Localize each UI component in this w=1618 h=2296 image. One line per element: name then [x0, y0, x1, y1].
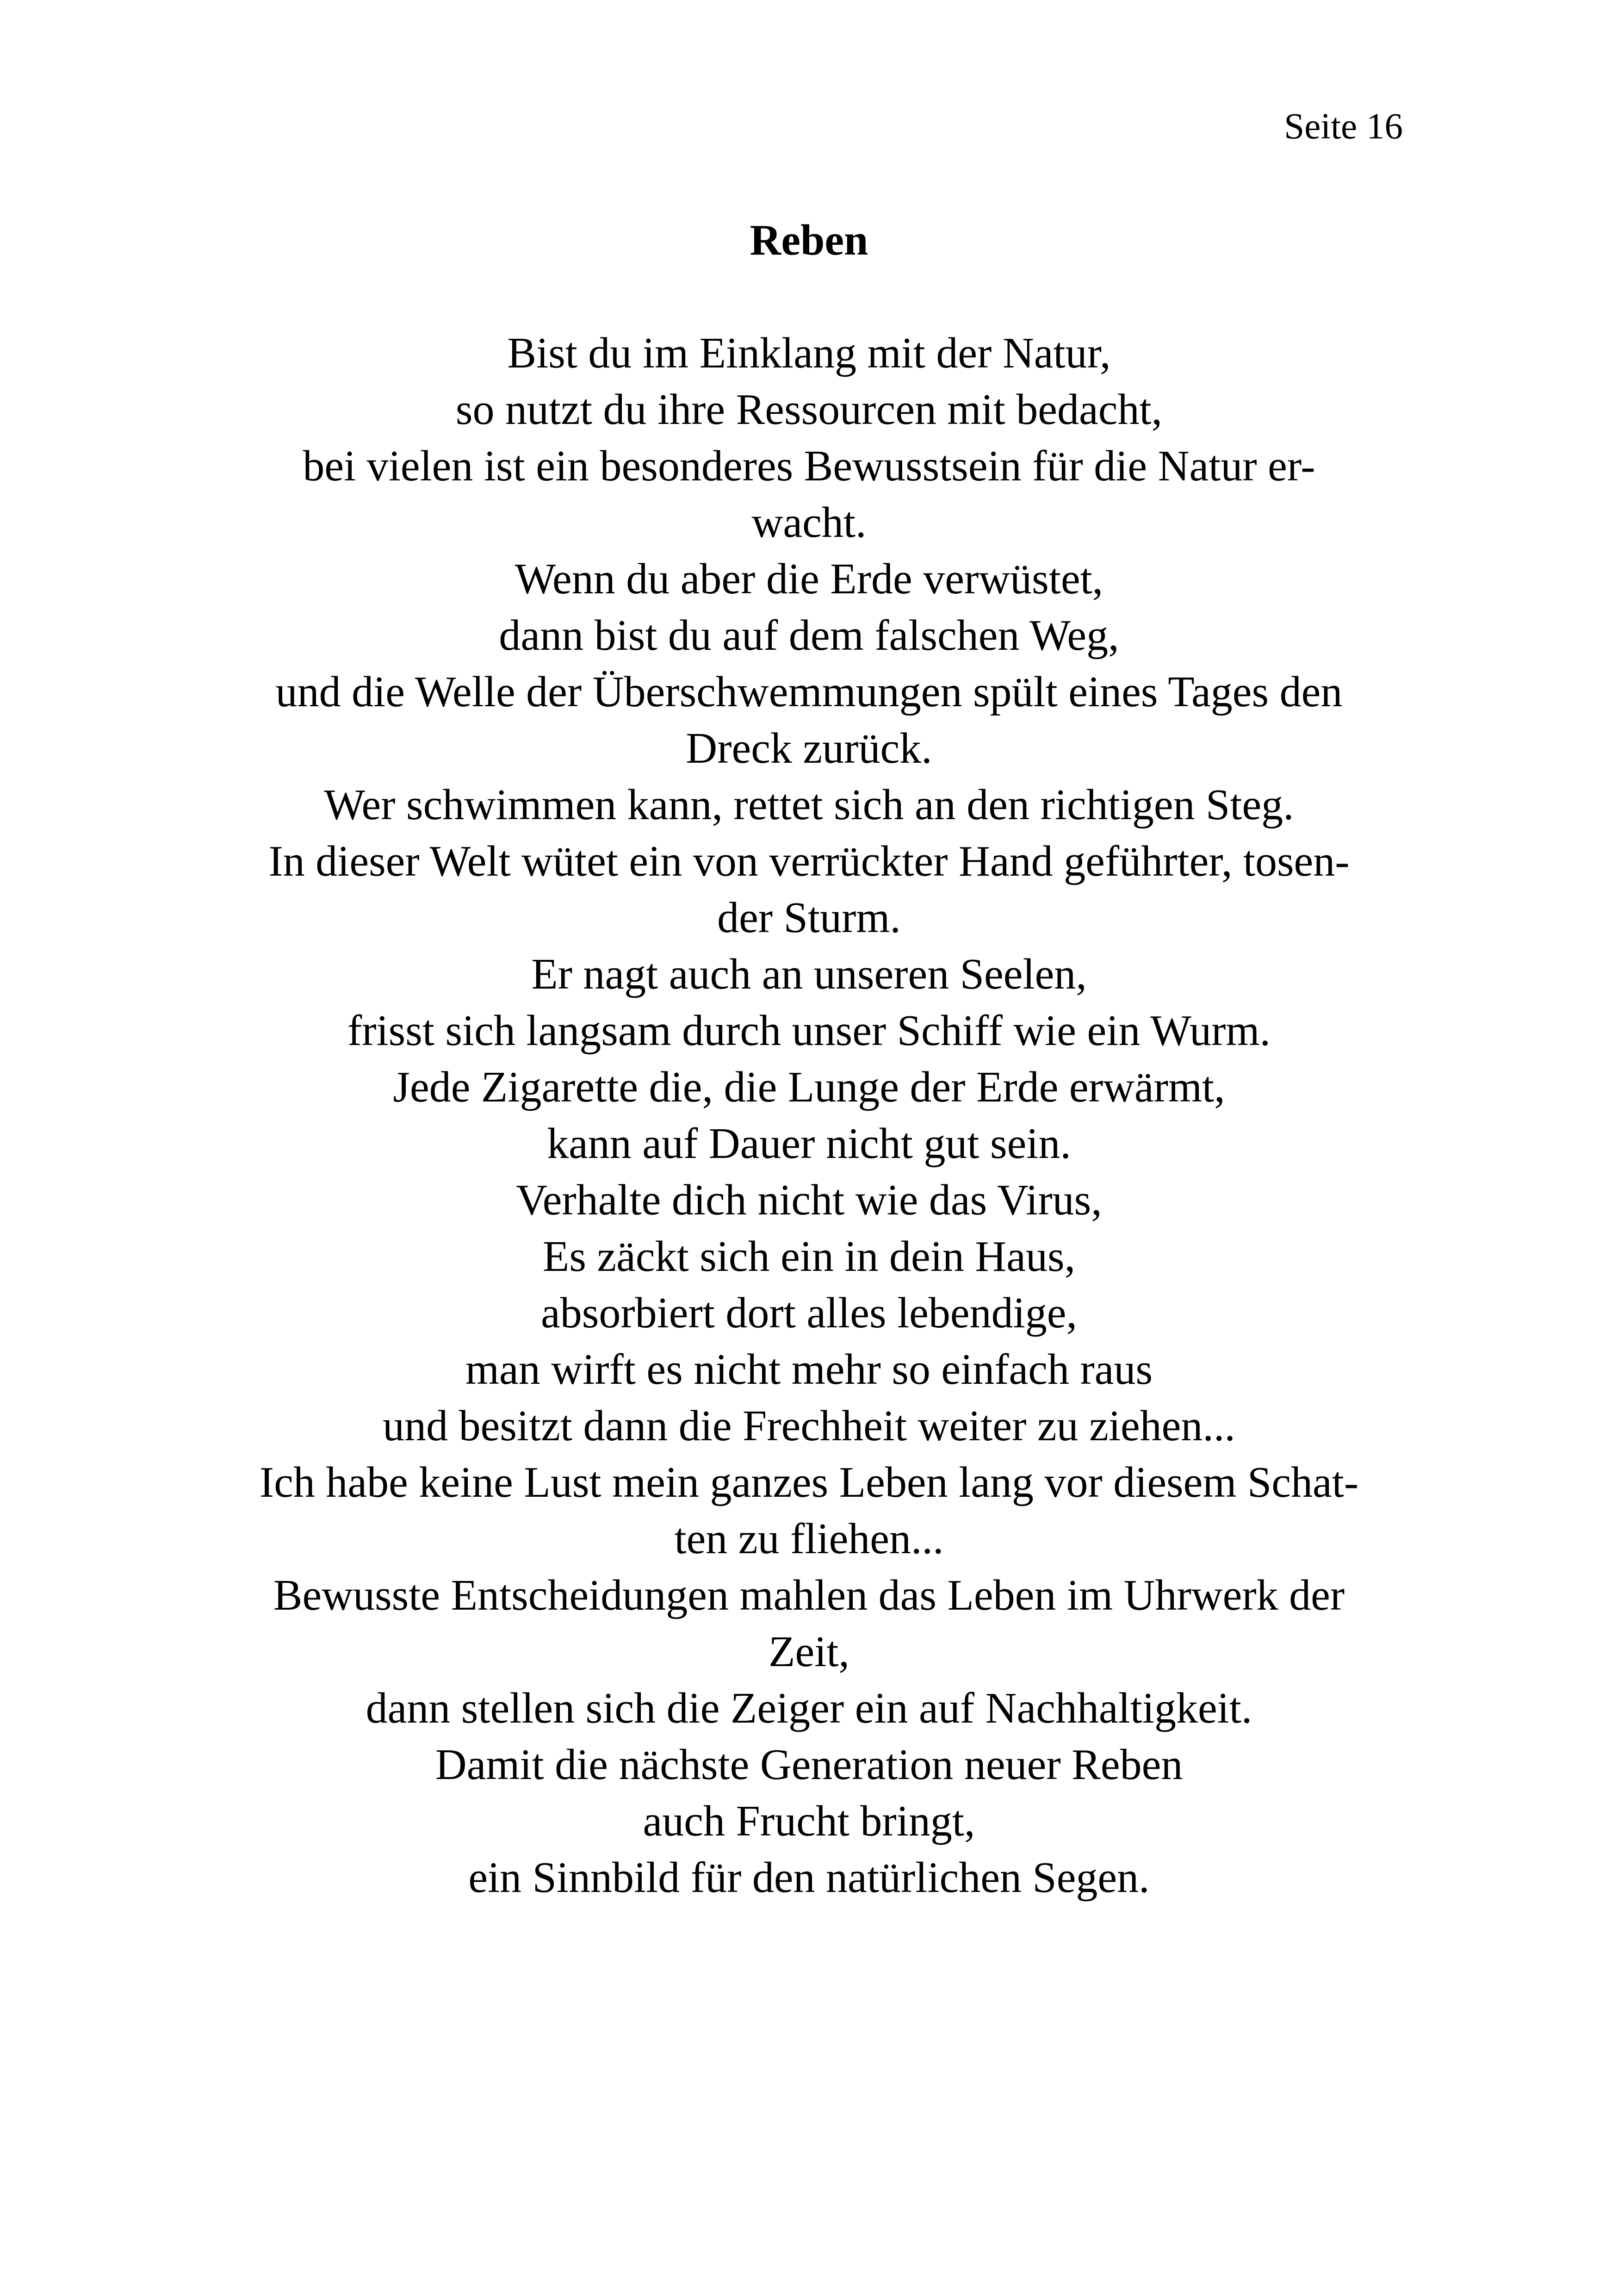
poem-line: bei vielen ist ein besonderes Bewusstsein für die Natur er-	[303, 442, 1315, 490]
poem-line: ein Sinnbild für den natürlichen Segen.	[468, 1854, 1150, 1902]
poem-line: Dreck zurück.	[686, 724, 932, 772]
poem-line: Zeit,	[769, 1628, 849, 1676]
poem-line: Verhalte dich nicht wie das Virus,	[516, 1176, 1102, 1224]
poem-line: so nutzt du ihre Ressourcen mit bedacht,	[455, 386, 1163, 434]
poem-line: Bewusste Entscheidungen mahlen das Leben im Uhrwerk der	[273, 1571, 1345, 1619]
poem-line: Ich habe keine Lust mein ganzes Leben lang vor diesem Schat-	[259, 1458, 1359, 1506]
poem-line: und besitzt dann die Frechheit weiter zu ziehen...	[383, 1402, 1235, 1450]
poem-line: absorbiert dort alles lebendige,	[541, 1289, 1077, 1337]
poem-line: und die Welle der Überschwemmungen spült eines Tages den	[275, 668, 1343, 716]
page-number: Seite 16	[1284, 106, 1403, 147]
poem-title: Reben	[750, 216, 868, 264]
poem-line: In dieser Welt wütet ein von verrückter Hand geführter, tosen-	[268, 837, 1350, 885]
poem-line: Jede Zigarette die, die Lunge der Erde erwärmt,	[393, 1063, 1225, 1111]
poem-line: Wer schwimmen kann, rettet sich an den richtigen Steg.	[324, 781, 1294, 829]
poem-line: Wenn du aber die Erde verwüstet,	[515, 555, 1103, 603]
poem-line: der Sturm.	[717, 894, 901, 942]
poem-line: auch Frucht bringt,	[643, 1797, 975, 1845]
poem-line: Bist du im Einklang mit der Natur,	[507, 329, 1111, 377]
poem-line: Er nagt auch an unseren Seelen,	[531, 950, 1087, 998]
poem-line: Damit die nächste Generation neuer Reben	[435, 1741, 1183, 1789]
poem-line: kann auf Dauer nicht gut sein.	[547, 1120, 1071, 1168]
poem-line: man wirft es nicht mehr so einfach raus	[465, 1345, 1153, 1394]
poem-line: frisst sich langsam durch unser Schiff wie ein Wurm.	[347, 1007, 1271, 1055]
poem-line: wacht.	[751, 498, 867, 547]
poem-line: dann bist du auf dem falschen Weg,	[499, 611, 1119, 660]
poem-line: ten zu fliehen...	[674, 1515, 944, 1563]
poem-body	[194, 325, 1424, 1906]
poem-line: dann stellen sich die Zeiger ein auf Nachhaltigkeit.	[366, 1684, 1252, 1732]
poem-line: Es zäckt sich ein in dein Haus,	[542, 1232, 1076, 1281]
